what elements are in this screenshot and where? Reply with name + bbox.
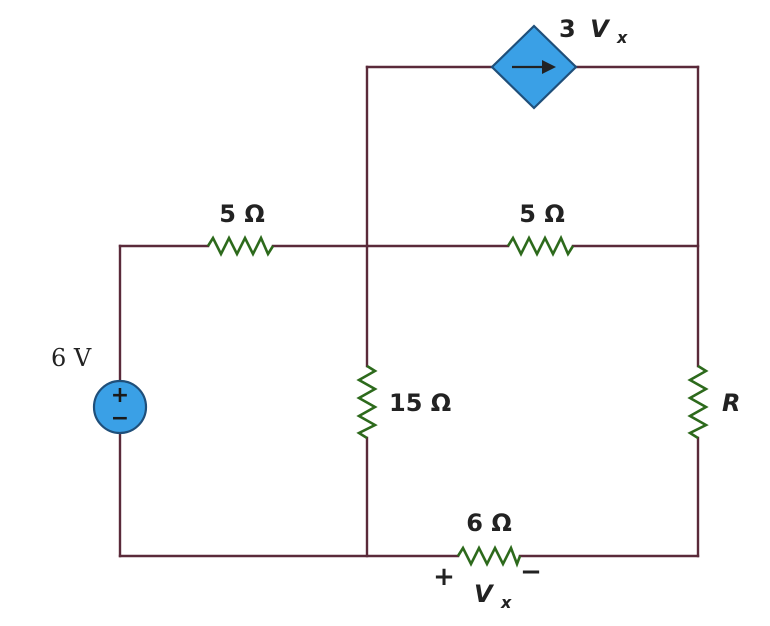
resistor-top-right-icon: [508, 238, 573, 254]
dependent-source-label: [559, 15, 628, 47]
vx-label: [474, 580, 512, 612]
dependent-source-sub: x: [617, 28, 628, 47]
wires: [120, 67, 698, 556]
source-minus-sign: −: [110, 406, 130, 431]
resistors: [208, 238, 706, 564]
dependent-source-coef: 3: [559, 15, 576, 43]
labels: [51, 15, 740, 612]
vx-var: V: [474, 580, 493, 608]
voltage-source: [94, 381, 146, 433]
resistor-bottom-icon: [458, 548, 520, 564]
resistor-right-icon: [690, 366, 706, 438]
resistor-top-left-label: 5 Ω: [219, 200, 265, 228]
dependent-source-var: V: [590, 15, 609, 43]
voltage-source-label: 6 V: [51, 344, 92, 372]
resistor-bottom-label: 6 Ω: [466, 509, 512, 537]
resistor-middle-icon: [359, 366, 375, 438]
resistor-top-left-icon: [208, 238, 273, 254]
vx-plus-sign: +: [433, 562, 455, 592]
resistor-middle-label: 15 Ω: [389, 389, 452, 417]
resistor-right-label: R: [722, 389, 741, 417]
resistor-top-right-label: 5 Ω: [519, 200, 565, 228]
vx-minus-sign: −: [520, 557, 542, 587]
source-plus-sign: +: [110, 383, 130, 408]
vx-sub: x: [500, 593, 512, 612]
